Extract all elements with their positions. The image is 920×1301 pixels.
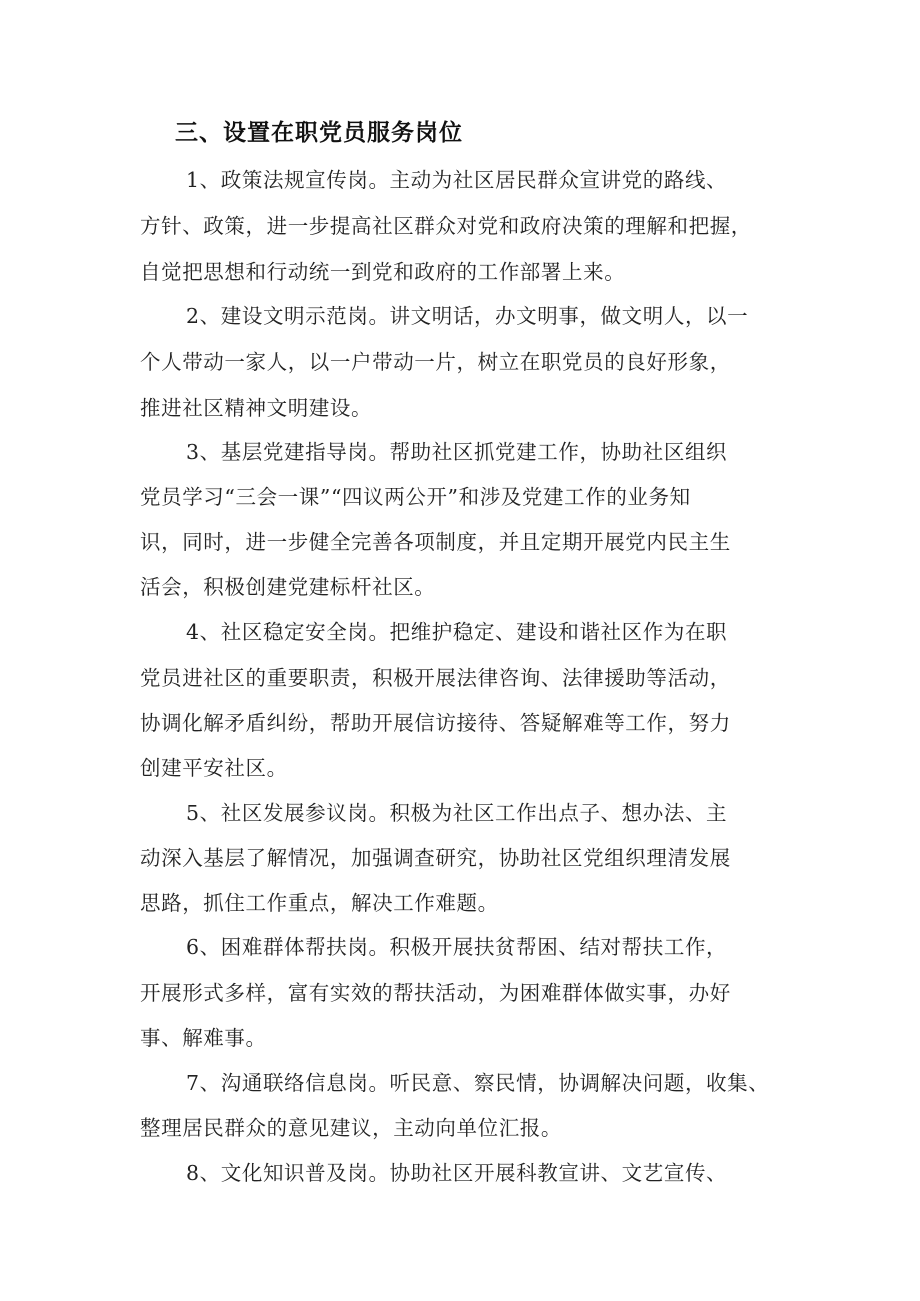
item-2-line-2: 个人带动一家人，以一户带动一片，树立在职党员的良好形象， <box>140 350 731 374</box>
item-6-line-2: 开展形式多样，富有实效的帮扶活动，为困难群体做实事，办好 <box>140 981 731 1005</box>
item-2-line-1: 2、建设文明示范岗。讲文明话，办文明事，做文明人，以一 <box>186 304 749 328</box>
item-2-line-3: 推进社区精神文明建设。 <box>140 396 373 420</box>
item-4-line-4: 创建平安社区。 <box>140 756 288 780</box>
item-4-line-3: 协调化解矛盾纠纷，帮助开展信访接待、答疑解难等工作，努力 <box>140 711 731 735</box>
item-4-line-2: 党员进社区的重要职责，积极开展法律咨询、法律援助等活动， <box>140 666 731 690</box>
item-5-line-3: 思路，抓住工作重点，解决工作难题。 <box>140 891 499 915</box>
item-3-line-1: 3、基层党建指导岗。帮助社区抓党建工作，协助社区组织 <box>186 440 728 464</box>
item-1-line-3: 自觉把思想和行动统一到党和政府的工作部署上来。 <box>140 260 626 284</box>
item-4-line-1: 4、社区稳定安全岗。把维护稳定、建设和谐社区作为在职 <box>186 620 728 644</box>
item-6-line-1: 6、困难群体帮扶岗。积极开展扶贫帮困、结对帮扶工作， <box>186 935 728 959</box>
item-8-line-1: 8、文化知识普及岗。协助社区开展科教宣讲、文艺宣传、 <box>186 1161 728 1185</box>
item-3-line-2: 党员学习“三会一课”“四议两公开”和涉及党建工作的业务知 <box>140 485 691 509</box>
item-1-line-1: 1、政策法规宣传岗。主动为社区居民群众宣讲党的路线、 <box>186 168 728 192</box>
section-heading: 三、设置在职党员服务岗位 <box>175 120 463 146</box>
item-3-line-4: 活会，积极创建党建标杆社区。 <box>140 575 436 599</box>
item-6-line-3: 事、解难事。 <box>140 1026 267 1050</box>
item-3-line-3: 识，同时，进一步健全完善各项制度，并且定期开展党内民主生 <box>140 530 731 554</box>
item-7-line-2: 整理居民群众的意见建议，主动向单位汇报。 <box>140 1116 562 1140</box>
item-1-line-2: 方针、政策，进一步提高社区群众对党和政府决策的理解和把握， <box>140 214 752 238</box>
item-7-line-1: 7、沟通联络信息岗。听民意、察民情，协调解决问题，收集、 <box>186 1071 770 1095</box>
item-5-line-1: 5、社区发展参议岗。积极为社区工作出点子、想办法、主 <box>186 801 728 825</box>
item-5-line-2: 动深入基层了解情况，加强调查研究，协助社区党组织理清发展 <box>140 846 731 870</box>
